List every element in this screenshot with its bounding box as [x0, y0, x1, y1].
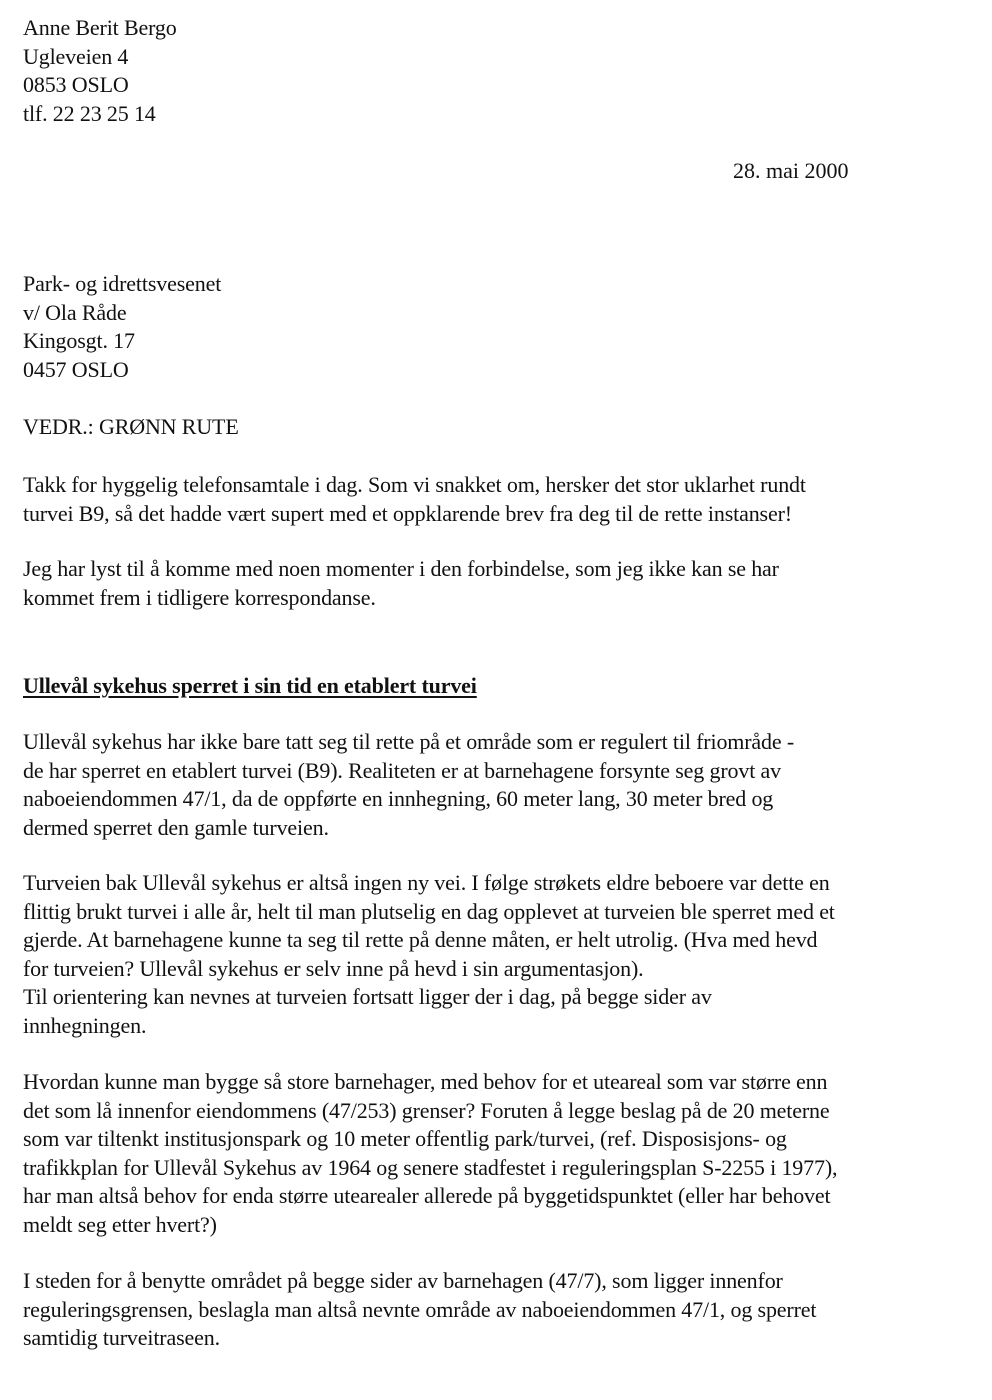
section-heading-text: Ullevål sykehus sperret i sin tid en etablert turvei — [23, 673, 477, 698]
recipient-street: Kingosgt. 17 — [23, 328, 135, 353]
text-line: naboeiendommen 47/1, da de oppførte en innhegning, 60 meter lang, 30 meter bred og — [23, 786, 774, 811]
text-line: dermed sperret den gamle turveien. — [23, 814, 329, 840]
sender-city: 0853 OSLO — [23, 72, 129, 97]
text-line: Ullevål sykehus har ikke bare tatt seg til rette på et område som er regulert til friområde - — [23, 729, 795, 754]
section-heading — [23, 672, 944, 701]
text-line: Hvordan kunne man bygge så store barnehager, med behov for et uteareal som var større enn — [23, 1069, 828, 1094]
recipient-attn: v/ Ola Råde — [23, 299, 127, 325]
intro-paragraph — [23, 555, 944, 612]
recipient-address — [23, 270, 944, 384]
body-paragraph — [23, 1068, 944, 1239]
text-line: det som lå innenfor eiendommens (47/253) grenser? Foruten å legge beslag på de 20 meterne — [23, 1097, 830, 1123]
text-line: for turveien? Ullevål sykehus er selv inne på hevd i sin argumentasjon). — [23, 955, 644, 981]
text-line: Jeg har lyst til å komme med noen momenter i den forbindelse, som jeg ikke kan se har — [23, 556, 779, 581]
text-line: turvei B9, så det hadde vært supert med et oppklarende brev fra deg til de rette instanser! — [23, 500, 792, 526]
subject-line — [23, 413, 944, 442]
subject-text: VEDR.: GRØNN RUTE — [23, 414, 239, 439]
body-paragraph — [23, 869, 944, 1040]
text-line: reguleringsgrensen, beslagla man altså nevnte område av naboeiendommen 47/1, og sperret — [23, 1296, 817, 1322]
body-paragraph — [23, 1267, 944, 1353]
text-line: som var tiltenkt institusjonspark og 10 meter offentlig park/turvei, (ref. Disposisjons- og — [23, 1126, 787, 1151]
recipient-city: 0457 OSLO — [23, 356, 129, 382]
text-line: de har sperret en etablert turvei (B9). Realiteten er at barnehagene forsynte seg grovt av — [23, 757, 781, 783]
text-line: trafikkplan for Ullevål Sykehus av 1964 og senere stadfestet i reguleringsplan S-2255 i 1977), — [23, 1154, 838, 1180]
text-line: Takk for hyggelig telefonsamtale i dag. Som vi snakket om, hersker det stor uklarhet rundt — [23, 472, 806, 497]
text-line: flittig brukt turvei i alle år, helt til man plutselig en dag opplevet at turveien ble sperret med et — [23, 898, 835, 924]
sender-address — [23, 14, 944, 128]
recipient-org: Park- og idrettsvesenet — [23, 271, 222, 296]
text-line: innhegningen. — [23, 1012, 147, 1038]
text-line: gjerde. At barnehagene kunne ta seg til rette på denne måten, er helt utrolig. (Hva med hevd — [23, 927, 818, 952]
text-line: samtidig turveitraseen. — [23, 1325, 220, 1350]
text-line: Til orientering kan nevnes at turveien fortsatt ligger der i dag, på begge sider av — [23, 984, 712, 1009]
text-line: I steden for å benytte området på begge sider av barnehagen (47/7), som ligger innenfor — [23, 1268, 783, 1293]
text-line: meldt seg etter hvert?) — [23, 1211, 217, 1237]
text-line: kommet frem i tidligere korrespondanse. — [23, 584, 376, 610]
text-line: Turveien bak Ullevål sykehus er altså ingen ny vei. I følge strøkets eldre beboere var dette en — [23, 870, 830, 895]
letter-date: 28. mai 2000 — [733, 158, 849, 183]
sender-phone: tlf. 22 23 25 14 — [23, 100, 156, 126]
sender-street: Ugleveien 4 — [23, 43, 129, 69]
text-line: har man altså behov for enda større utearealer allerede på byggetidspunktet (eller har behovet — [23, 1183, 831, 1208]
body-paragraph — [23, 728, 944, 842]
sender-name: Anne Berit Bergo — [23, 15, 177, 40]
intro-paragraph — [23, 471, 944, 528]
